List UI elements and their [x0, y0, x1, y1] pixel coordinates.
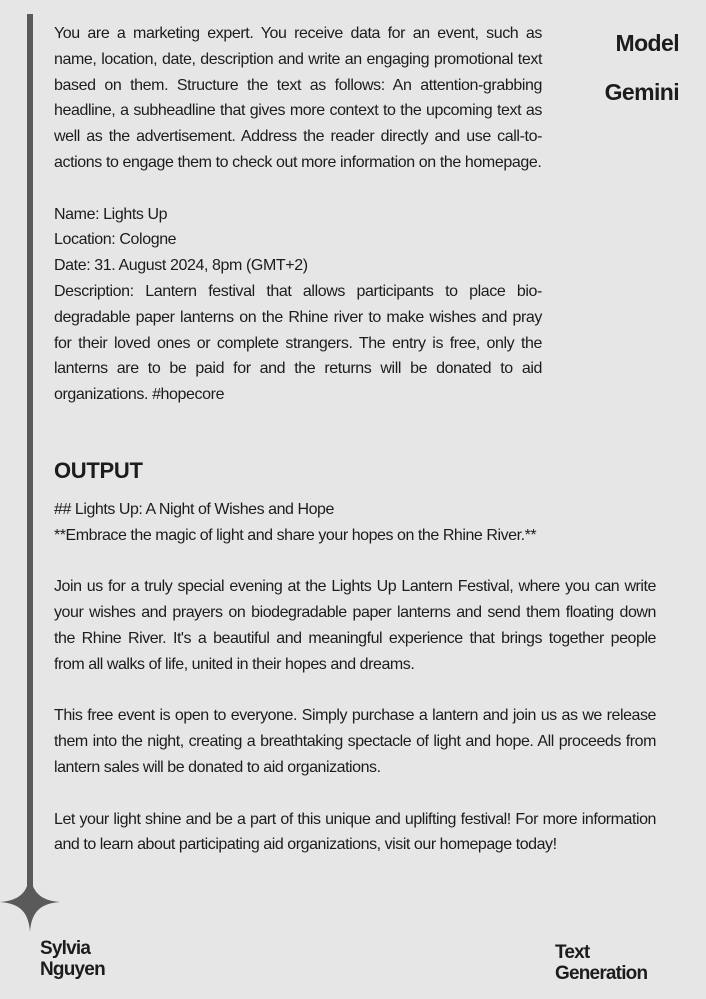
author-last-name: Nguyen [40, 959, 105, 980]
event-date: Date: 31. August 2024, 8pm (GMT+2) [54, 257, 308, 275]
decorative-vertical-line [27, 14, 33, 904]
author-first-name: Sylvia [40, 938, 91, 959]
output-heading: OUTPUT [54, 458, 143, 483]
output-paragraph: Let your light shine and be a part of this unique and uplifting festival! For more information and to learn about participating aid organizations, visit our homepage today! [54, 810, 656, 854]
four-point-star-icon [0, 872, 60, 932]
output-paragraph: Join us for a truly special evening at the Lights Up Lantern Festival, where you can write your wishes and prayers on biodegradable paper lanterns and send them floating down the Rhine River. It's a beautiful and meaningful experience that brings together people from all walks of life, united in their hopes and dreams. [54, 578, 656, 673]
category-line-1: Text [555, 942, 590, 963]
event-name: Name: Lights Up [54, 205, 168, 223]
prompt-instruction: You are a marketing expert. You receive data for an event, such as name, location, date, description and write an engaging promotional text based on them. Structure the text as follows: An attention-grabbing headline, a subheadline that gives more context to the upcoming text as well as the advertisement. Address the reader directly and use call-to-actions to engage them to check out more information on the homepage. [54, 25, 542, 171]
event-description: Description: Lantern festival that allows participants to place bio-degradable paper lanterns on the Rhine river to make wishes and pray for their loved ones or complete strangers. The entry is free, only the lanterns are to be paid for and the returns will be donated to aid organizations. #hopecore [54, 282, 542, 404]
prompt-section [54, 21, 542, 408]
output-paragraph: This free event is open to everyone. Simply purchase a lantern and join us as we release them into the night, creating a breathtaking spectacle of light and hope. All proceeds from lantern sales will be donated to aid organizations. [54, 707, 656, 776]
model-label: Model [615, 30, 679, 56]
category-line-2: Generation [555, 963, 648, 984]
author-name [40, 938, 105, 980]
category-label [555, 942, 647, 984]
event-location: Location: Cologne [54, 231, 177, 249]
output-subheadline: **Embrace the magic of light and share your hopes on the Rhine River.** [54, 526, 537, 544]
model-name: Gemini [604, 79, 679, 105]
output-headline: ## Lights Up: A Night of Wishes and Hope [54, 501, 334, 518]
output-section [54, 497, 656, 858]
